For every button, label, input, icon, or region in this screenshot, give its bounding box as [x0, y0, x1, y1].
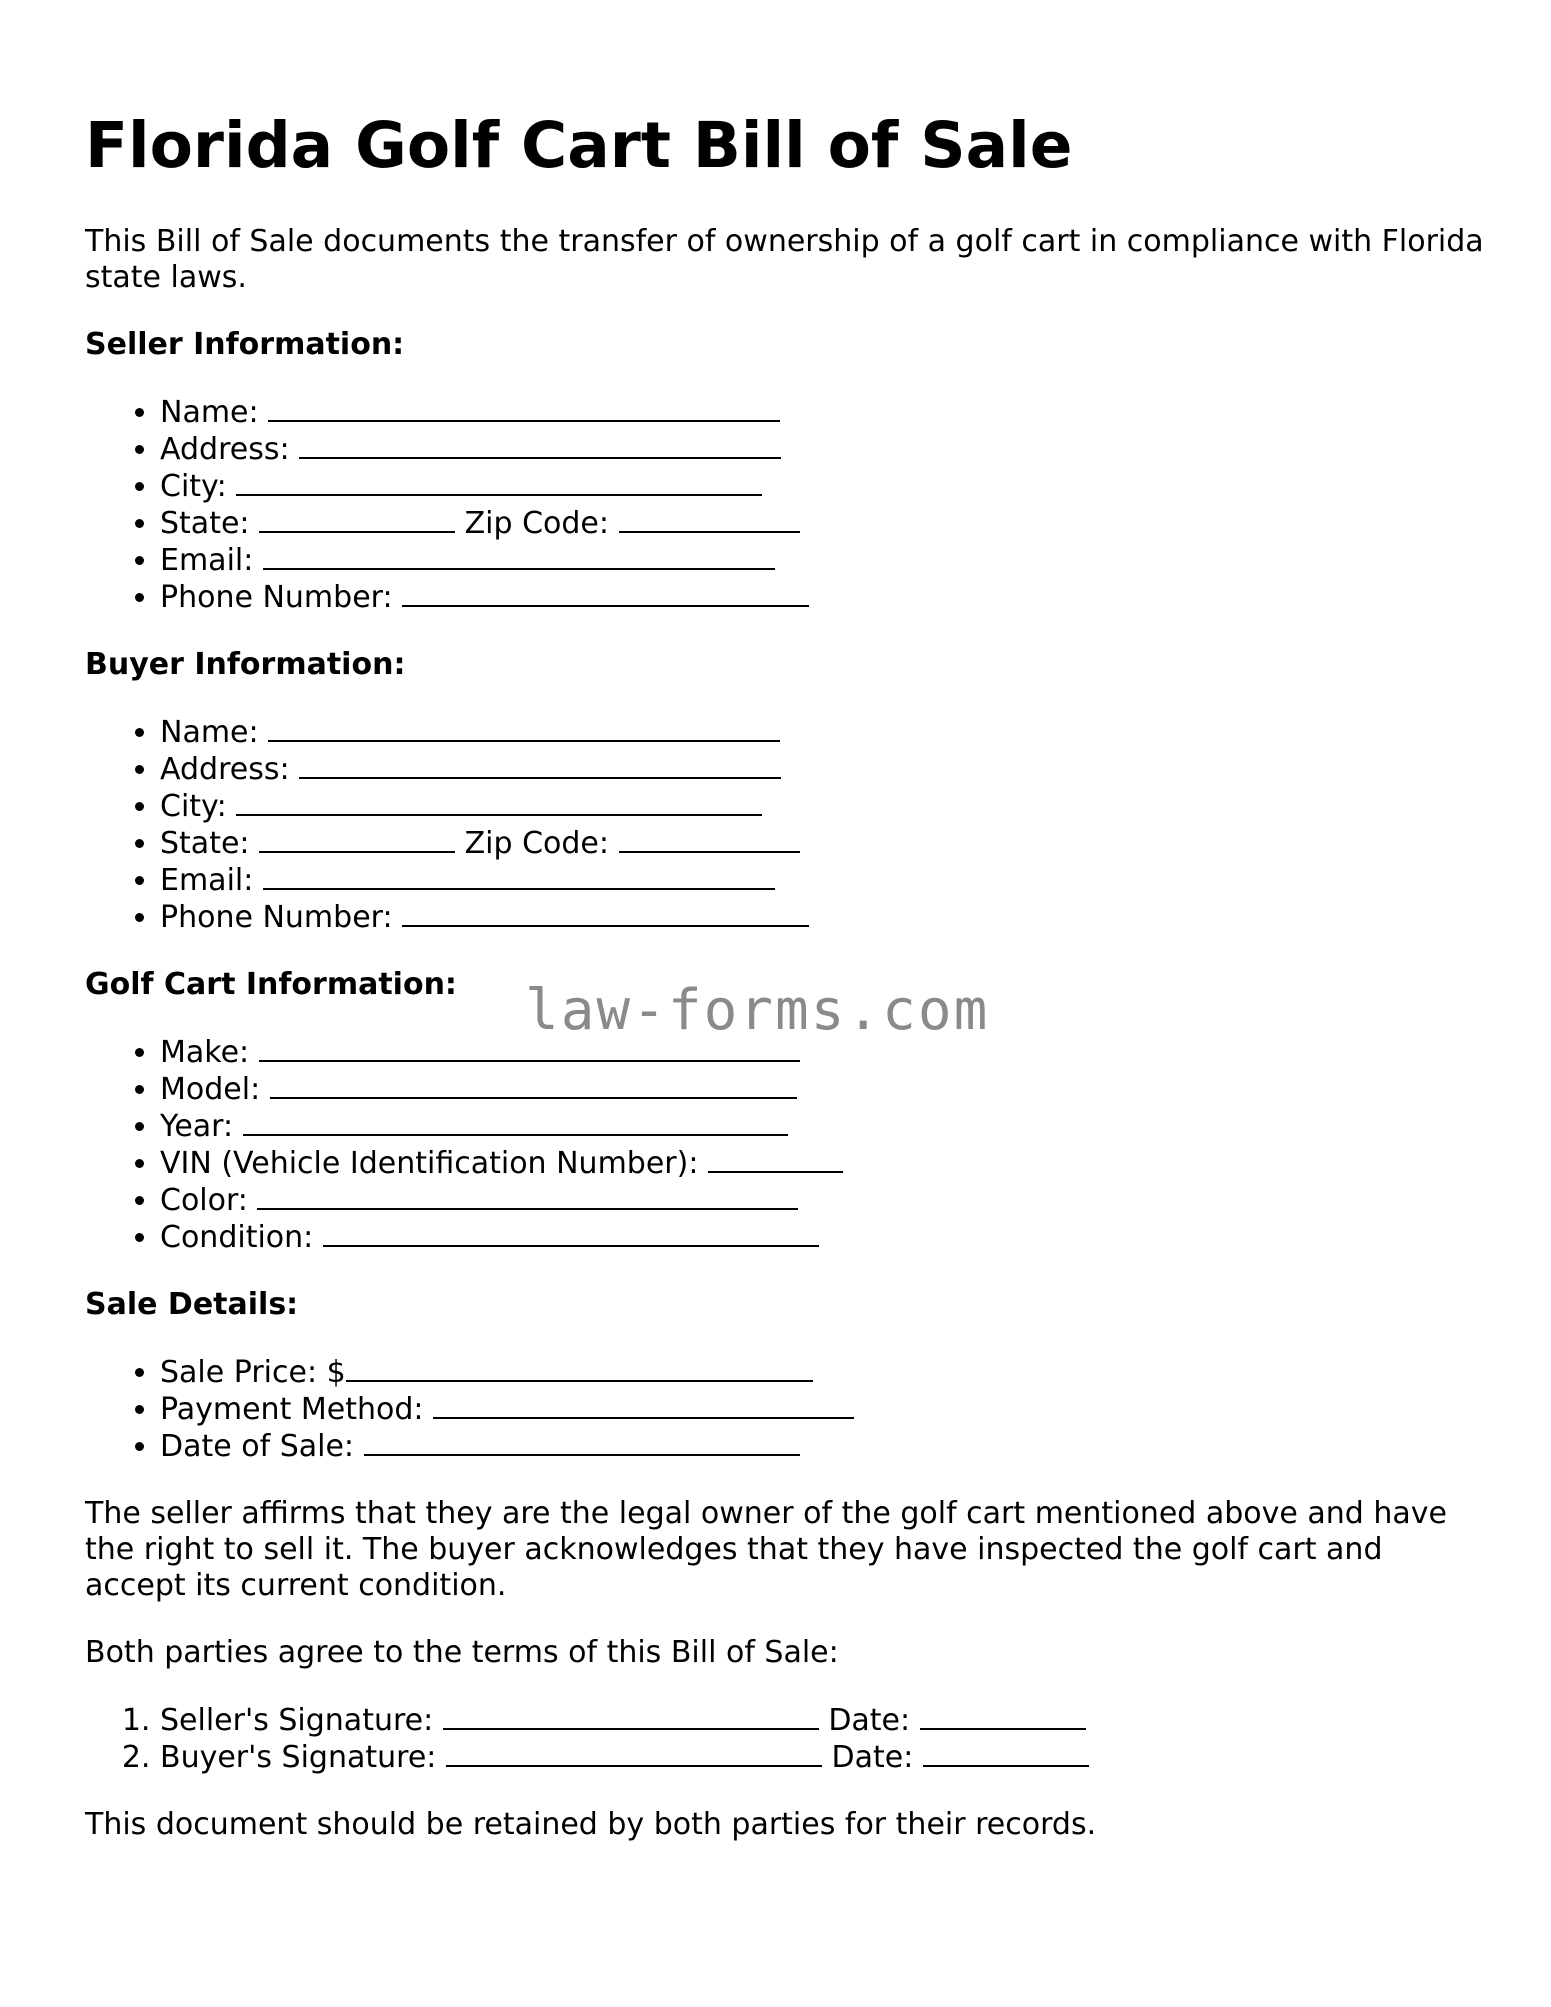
cart-make-label: Make: [160, 1035, 250, 1070]
buyer-phone-item [160, 899, 1485, 936]
buyer-zip-label: Zip Code: [464, 826, 609, 861]
sale-price-field[interactable] [346, 1354, 813, 1382]
cart-list [85, 1034, 1485, 1256]
document-body [85, 224, 1485, 1874]
intro-paragraph: This Bill of Sale documents the transfer of ownership of a golf cart in compliance with Florida state laws. [85, 224, 1484, 295]
cart-color-item [160, 1182, 1485, 1219]
buyer-zip-field[interactable] [619, 825, 800, 853]
sale-date-item [160, 1428, 1485, 1465]
cart-year-label: Year: [160, 1109, 234, 1144]
cart-color-label: Color: [160, 1183, 248, 1218]
sale-heading: Sale Details: [85, 1287, 299, 1322]
cart-condition-label: Condition: [160, 1220, 314, 1255]
sale-payment-item [160, 1391, 1485, 1428]
buyer-state-field[interactable] [259, 825, 455, 853]
seller-email-field[interactable] [263, 542, 775, 570]
cart-year-item [160, 1108, 1485, 1145]
buyer-list [85, 714, 1485, 936]
seller-phone-item [160, 579, 1485, 616]
cart-year-field[interactable] [243, 1108, 788, 1136]
seller-list [85, 394, 1485, 616]
seller-address-item [160, 431, 1485, 468]
seller-state-label: State: [160, 506, 250, 541]
seller-heading: Seller Information: [85, 327, 405, 362]
affirmation-paragraph: The seller affirms that they are the legal owner of the golf cart mentioned above and have the right to sell it. The buyer acknowledges that they have inspected the golf cart and accept its current condition. [85, 1496, 1447, 1603]
seller-city-item [160, 468, 1485, 505]
seller-name-item [160, 394, 1485, 431]
buyer-state-item [160, 825, 1485, 862]
sale-payment-field[interactable] [433, 1391, 854, 1419]
cart-vin-field[interactable] [708, 1145, 843, 1173]
seller-state-field[interactable] [259, 505, 455, 533]
seller-email-label: Email: [160, 543, 254, 578]
cart-condition-field[interactable] [323, 1219, 819, 1247]
seller-email-item [160, 542, 1485, 579]
sale-price-label: Sale Price: $ [160, 1355, 346, 1390]
seller-city-label: City: [160, 469, 227, 504]
buyer-name-item [160, 714, 1485, 751]
seller-phone-label: Phone Number: [160, 580, 393, 615]
buyer-email-field[interactable] [263, 862, 775, 890]
buyer-email-item [160, 862, 1485, 899]
cart-model-label: Model: [160, 1072, 261, 1107]
seller-zip-field[interactable] [619, 505, 800, 533]
buyer-address-field[interactable] [299, 751, 781, 779]
seller-signature-label: Seller's Signature: [160, 1703, 434, 1738]
cart-condition-item [160, 1219, 1485, 1256]
document-title: Florida Golf Cart Bill of Sale [85, 109, 1073, 182]
seller-city-field[interactable] [236, 468, 762, 496]
buyer-date-field[interactable] [923, 1739, 1089, 1767]
watermark-text: law-forms.com [525, 978, 990, 1043]
sale-list [85, 1354, 1485, 1465]
buyer-city-label: City: [160, 789, 227, 824]
cart-heading: Golf Cart Information: [85, 967, 457, 1002]
buyer-city-item [160, 788, 1485, 825]
sale-price-item [160, 1354, 1485, 1391]
cart-color-field[interactable] [257, 1182, 798, 1210]
seller-signature-item [160, 1702, 1485, 1739]
buyer-name-field[interactable] [268, 714, 780, 742]
seller-address-label: Address: [160, 432, 290, 467]
seller-zip-label: Zip Code: [464, 506, 609, 541]
seller-state-item [160, 505, 1485, 542]
buyer-address-item [160, 751, 1485, 788]
buyer-email-label: Email: [160, 863, 254, 898]
seller-date-field[interactable] [920, 1702, 1086, 1730]
seller-name-label: Name: [160, 395, 259, 430]
sale-date-label: Date of Sale: [160, 1429, 355, 1464]
cart-model-field[interactable] [270, 1071, 797, 1099]
seller-phone-field[interactable] [402, 579, 809, 607]
buyer-address-label: Address: [160, 752, 290, 787]
buyer-state-label: State: [160, 826, 250, 861]
cart-vin-label: VIN (Vehicle Identification Number): [160, 1146, 699, 1181]
buyer-signature-label: Buyer's Signature: [160, 1740, 437, 1775]
signature-list [85, 1702, 1485, 1776]
buyer-date-label: Date: [831, 1740, 914, 1775]
buyer-name-label: Name: [160, 715, 259, 750]
buyer-city-field[interactable] [236, 788, 762, 816]
cart-model-item [160, 1071, 1485, 1108]
buyer-heading: Buyer Information: [85, 647, 406, 682]
seller-name-field[interactable] [268, 394, 780, 422]
agreement-paragraph: Both parties agree to the terms of this Bill of Sale: [85, 1635, 839, 1670]
buyer-phone-field[interactable] [402, 899, 809, 927]
seller-date-label: Date: [828, 1703, 911, 1738]
cart-vin-item [160, 1145, 1485, 1182]
sale-date-field[interactable] [364, 1428, 800, 1456]
buyer-signature-item [160, 1739, 1485, 1776]
footer-paragraph: This document should be retained by both parties for their records. [85, 1807, 1097, 1842]
buyer-signature-field[interactable] [446, 1739, 822, 1767]
buyer-phone-label: Phone Number: [160, 900, 393, 935]
seller-address-field[interactable] [299, 431, 781, 459]
sale-payment-label: Payment Method: [160, 1392, 424, 1427]
seller-signature-field[interactable] [443, 1702, 819, 1730]
